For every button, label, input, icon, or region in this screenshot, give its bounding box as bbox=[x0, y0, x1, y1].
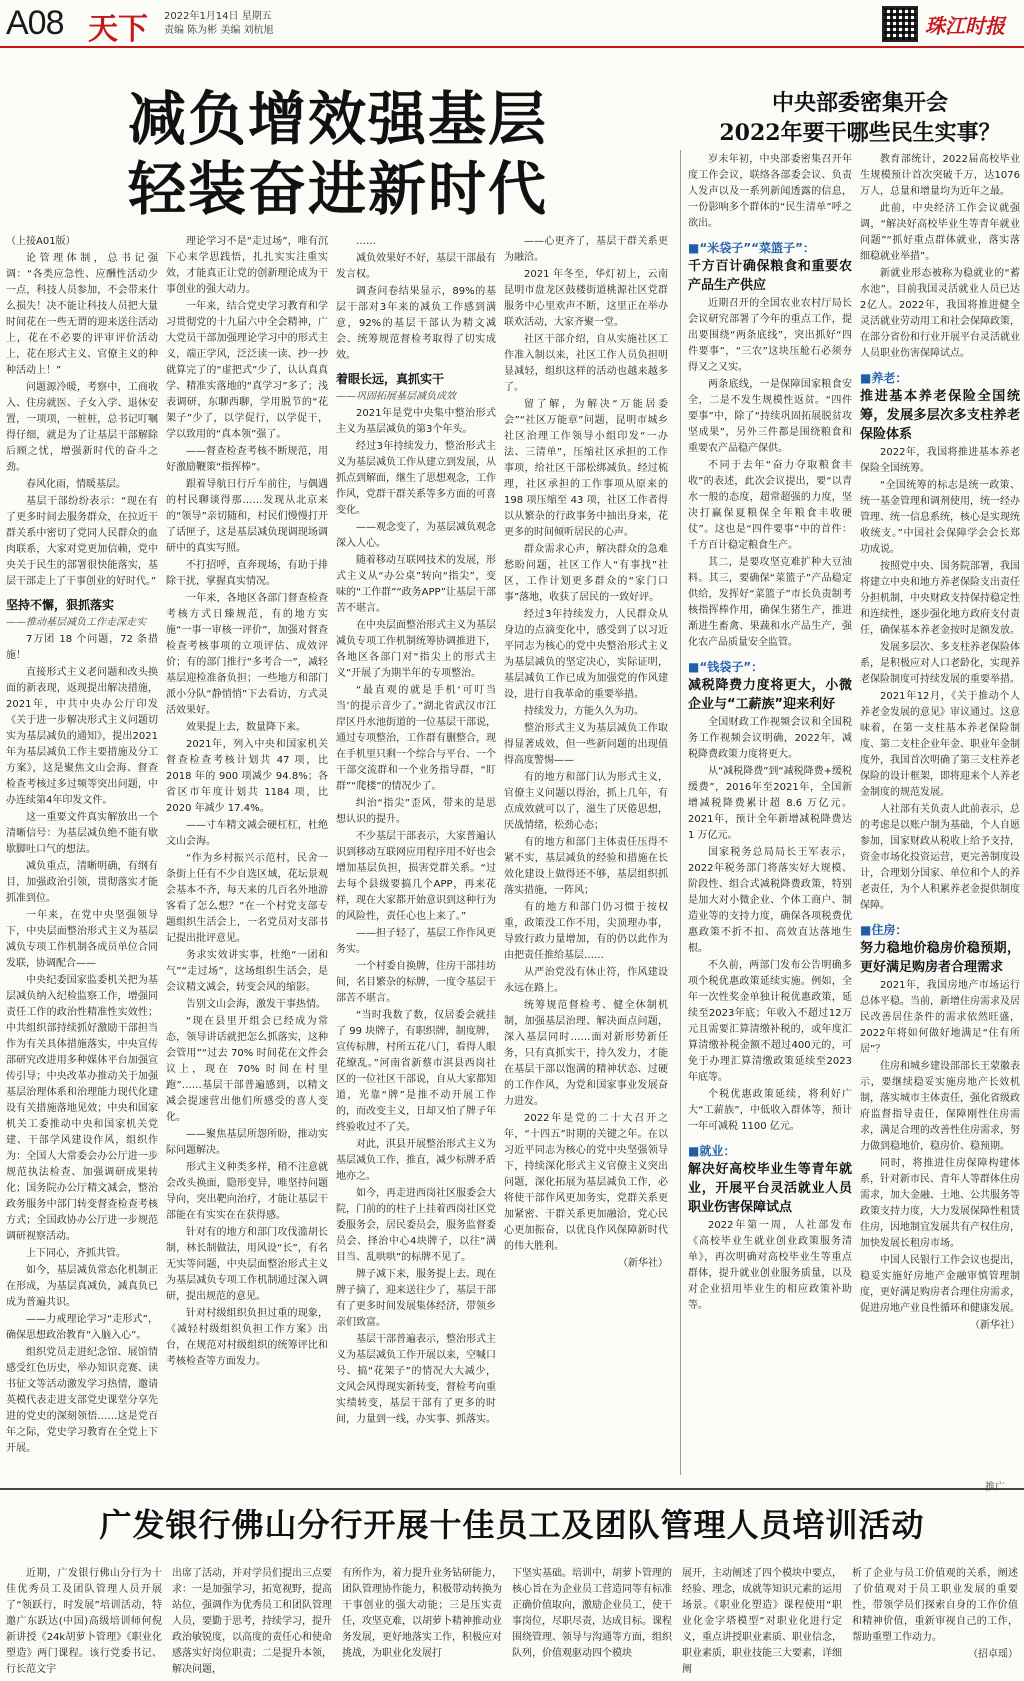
paragraph: 如今，基层减负常态化机制正在形成，为基层真减负，减真负已成为普遍共识。 bbox=[6, 1265, 158, 1308]
paragraph: 两条底线，一是保障国家粮食安全，二是不发生规模性返贫。“四件要事”中，除了“持续巩固拓展脱贫攻坚成果”，另外三件都是围绕粮食和重要农产品稳产保供。 bbox=[688, 379, 852, 454]
ad-column-1 bbox=[6, 1566, 162, 1678]
paragraph: 2021年，我国房地产市场运行总体平稳。当前，新增住房需求及居民改善居住条件的需求依然旺盛，2022年将如何做好地满足“住有所居”？ bbox=[860, 980, 1020, 1055]
masthead bbox=[0, 0, 1024, 48]
issue-meta bbox=[164, 10, 274, 38]
paragraph: 论管理体制，总书记强调：“各类应急性、应酬性活动少一点，科技人员参加，不会带来什么损失！决不能让科技人员把大量时间花在一些无谓的迎来送往活动上，花在不必要的评审评价活动上，花在形式主义、官僚主义的种种活动上！” bbox=[6, 253, 158, 376]
ad-column-2 bbox=[172, 1566, 332, 1678]
paragraph: 在中央层面整治形式主义为基层减负专项工作机制统筹协调推进下，各地区各部门对“指尖上的形式主义”开展了为期半年的专项整治。 bbox=[336, 620, 496, 679]
ad-column-6 bbox=[852, 1566, 1018, 1678]
paragraph: 随着移动互联网技术的发展，形式主义从“办公桌”转向“指尖”，变味的“工作群”“政务APP”让基层干部苦不堪言。 bbox=[336, 555, 496, 614]
paragraph: 有所作为，着力提升业务钻研能力，团队管理协作能力，积极带动转换为干事创业的强大动能；三是压实责任，攻坚克难，以胡萝卜精神推动业务发展，更好地落实工作，积极应对挑战，为职业化发展打 bbox=[342, 1568, 502, 1659]
paragraph: 牌子减下来，服务提上去。现在牌子摘了，迎来送往少了，基层干部有了更多时间发展集体经济，带领乡亲们致富。 bbox=[336, 1269, 496, 1328]
paragraph: 持续发力，方能久久为功。 bbox=[524, 706, 644, 717]
newspaper-logo: 珠江时报 bbox=[925, 14, 1005, 38]
paragraph: 全国财政工作视频会议和全国税务工作视频会议明确，2022年，减税降费政策力度将更大。 bbox=[688, 717, 852, 760]
paragraph: 近期召开的全国农业农村厅局长会议研究部署了今年的重点工作，提出要围绕“两条底线”，突出抓好“四件要事”，“三农”这块压舱石必须夯得又之又实。 bbox=[688, 298, 852, 373]
category-label: ■养老： bbox=[860, 371, 908, 385]
paragraph: 跟着导航日行斤车前往，与偶遇的村民聊谈得那……发现从北京来的“领导”亲切随和，村民们慢慢打开了话匣子，这是基层减负现调现场调研中的真实写照。 bbox=[166, 479, 328, 554]
paragraph: 2022年是党的二十大召开之年，“十四五”时期的关键之年。在以习近平同志为核心的党中央坚强领导下，持续深化形式主义官僚主义突出问题，深化拓展为基层减负工作，必将使干部作风更加务实，党群关系更加紧密、干群关系更加融洽，党心民心更加振奋，以优良作风保障新时代的伟大胜利。 bbox=[504, 1113, 668, 1252]
paragraph: 经过3年持续发力，人民群众从身边的点滴变化中，感受到了以习近平同志为核心的党中央整治形式主义为基层减负的坚定决心，实际证明，基层减负工作已成为加强党的作风建设，进行自我革命的重要举措。 bbox=[504, 609, 668, 700]
qr-code-icon bbox=[882, 6, 918, 42]
paragraph: 纠治“指尖”歪风，带来的是思想认识的提升。 bbox=[336, 798, 496, 825]
paragraph: 出席了活动，并对学员们提出三点要求：一是加强学习，拓宽视野，提高站位，强调作为优秀员工和团队管理人员，要勤于思考，持续学习，提升政治敏锐度，以高度的责任心和使命感落实好岗位职责；二是提升本领，解决问题， bbox=[172, 1568, 332, 1675]
article-column-3 bbox=[336, 234, 496, 1480]
paragraph: “作为乡村振兴示范村，民舍一条街上任有不少自选区域，花坛景观会基本不齐，每天来的几百名外地游客看了怎么想？”在一个村党支部专题组织生活会上，一名党员对支部书记提出批评意见。 bbox=[166, 853, 328, 944]
paragraph: 住房和城乡建设部部长王蒙徽表示，要继续稳妥实施房地产长效机制，落实城市主体责任，强化省级政府监督指导责任，保障刚性住房需求，满足合理的改善性住房需求，努力做到稳地价，稳房价、稳预期。 bbox=[860, 1061, 1020, 1152]
subheading-dash: ——推动基层减负工作走深走实 bbox=[6, 617, 146, 628]
paragraph: 其二，是要攻坚克难扩种大豆油料。其三，要确保“菜篮子”产品稳定供给，发挥好“菜篮子”市长负责制考核指挥棒作用，确保生猪生产，推进渐进生畜禽、果蔬和水产品生产，强化农产品质量安全监管。 bbox=[688, 557, 852, 648]
paragraph: 个税优惠政策延续，将利好广大“工薪族”，中低收入群体等，预计一年可减税 1100 亿元。 bbox=[688, 1089, 852, 1132]
category-label: ■就业： bbox=[688, 1144, 736, 1158]
paragraph: 2021年12月，《关于推动个人养老金发展的意见》审议通过。这意味着，在第一支柱基本养老保险制度、第二支柱企业年金、职业年金制度外，我国首次明确了第三支柱养老保险的设计框架，即将迎来个人养老金制度的规范发展。 bbox=[860, 691, 1020, 798]
ad-divider bbox=[0, 1488, 1024, 1490]
paragraph: 同时，将推进住房保障构建体系，针对新市民、青年人等群体住房需求，加大金融、土地、公共服务等政策支持力度，大力发展保障性租赁住房，因地制宜发展共有产权住房，加快发展长租房市场。 bbox=[860, 1158, 1020, 1249]
ad-column-5 bbox=[682, 1566, 842, 1678]
paragraph: 社区干部介绍，自从实施社区工作准入制以来，社区工作人员负担明显减轻，组织这样的活动也越来越多了。 bbox=[504, 334, 668, 393]
paragraph: “全国统筹的标志是统一政策、统一基金管理和调剂使用，统一经办管理、统一信息系统，核心是实现统收统支。”中国社会保障学会会长郑功成说。 bbox=[860, 480, 1020, 555]
paragraph: 此前，中央经济工作会议就强调，“解决好高校毕业生等青年就业问题”“抓好重点群体就业，落实落细稳就业举措”。 bbox=[860, 203, 1020, 262]
page-number: A08 bbox=[6, 4, 64, 42]
section-name: 天下 bbox=[88, 12, 148, 47]
paragraph: 2021年是党中央集中整治形式主义为基层减负的第3个年头。 bbox=[336, 408, 496, 435]
side-column-2 bbox=[860, 152, 1020, 1480]
paragraph: 上下同心，齐抓共管。 bbox=[26, 1248, 126, 1259]
paragraph: 直接形式主义老问题和改头换面的新表现，返现提出解决措施，2021年，中共中央办公厅印发《关于进一步解决形式主义问题切实为基层减负的通知》，提出2021年为基层减负工作主要措施及分工方案》，这是聚焦文山会海、督查检查考核过多过频等突出问题，中办连续第4年印发文件。 bbox=[6, 667, 158, 806]
category-title: 推进基本养老保险全国统筹，发展多层次多支柱养老保险体系 bbox=[860, 389, 1020, 442]
category-label: ■住房： bbox=[860, 923, 908, 937]
paragraph: 按照党中央、国务院部署，我国将建立中央和地方养老保险支出责任分担机制，中央财政支持保持稳定性和连续性，逐步强化地方政府支付责任，确保基本养老金按时足额发放。 bbox=[860, 561, 1020, 636]
side-headline-line-1: 中央部委密集开会 bbox=[771, 90, 948, 116]
paragraph: “当时我数了数，仅居委会就挂了 99 块牌子，有职织牌，制度牌，宣传标牌，村所五花八门，看得人眼花缭乱。”河南省新蔡市淇县西岗社区的一位社区干部说，自从大家都知道，光靠“牌”是推不动开展工作的，而改变主义，日却又怕了牌子年终验收过不了关。 bbox=[336, 1010, 496, 1133]
article-credit: （新华社） bbox=[618, 1258, 668, 1269]
paragraph: 展开，主动阐述了四个模块中要点，经验、理念，成就等知识元素的运用场景。《职业化塑造》课程使用“职业化金字塔模型”对职业化进行定义，重点讲授职业素质、职业信念，职业素质，职业技能三大要素，详细阐 bbox=[682, 1568, 842, 1675]
paragraph: 2022年，我国将推进基本养老保险全国统筹。 bbox=[860, 447, 1020, 474]
paragraph: ——力戒理论学习“走形式”，确保思想政治教育“入脑入心”。 bbox=[6, 1314, 158, 1341]
paragraph: 对此，淇县开展整治形式主义为基层减负工作，推直，减少标牌矛盾地亦之。 bbox=[336, 1139, 496, 1182]
ad-headline: 广发银行佛山分行开展十佳员工及团队管理人员培训活动 bbox=[99, 1506, 925, 1544]
paragraph: ——寸车精文减会硬杠杠，杜绝文山会海。 bbox=[166, 820, 328, 847]
paragraph: ——担子轻了，基层工作作风更务实。 bbox=[336, 928, 496, 955]
paragraph: ——督查检查考核不断规范，用好激励鞭策“指挥棒”。 bbox=[166, 446, 328, 473]
paragraph: 不打招呼，直奔现场，有助于排除干扰，掌握真实情况。 bbox=[166, 560, 328, 587]
paragraph: 岁末年初，中央部委密集召开年度工作会议，联络各部委会议、负责人发声以及一系列新闻透露的信息，一份影响多个群体的“民生清单”呼之欲出。 bbox=[688, 154, 852, 229]
paragraph: 不同于去年“奋力夺取粮食丰收”的表述，此次会议提出，要“以青水一般的态度，超常超强的力度，坚决打赢保夏粮保全年粮食丰收硬仗”。这也是“四件要事”中的首件：千方百计稳定粮食生产。 bbox=[688, 460, 852, 551]
paragraph: 春风化雨，情暖基层。 bbox=[26, 479, 126, 490]
paragraph: 中国人民银行工作会议也提出，稳妥实施好房地产金融审慎管理制度，更好满足购房者合理住房需求，促进房地产业良性循环和健康发展。 bbox=[860, 1255, 1020, 1314]
category-title: 减税降费力度将更大，小微企业与“工薪族”迎来利好 bbox=[688, 678, 852, 712]
ad-column-4 bbox=[512, 1566, 672, 1678]
paragraph: 析了企业与员工价值观的关系，阐述了价值观对于员工职业发展的重要性，带领学员们探索自身的工作价值和精神价值，重新审视自己的工作，帮助重塑工作动力。 bbox=[852, 1568, 1018, 1643]
paragraph: 新就业形态被称为稳就业的“蓄水池”，目前我国灵活就业人员已达2亿人。2022年，我国将推进健全灵活就业劳动用工和社会保障政策，在部分省份和行业开展平台灵活就业人员职业伤害保障试点。 bbox=[860, 268, 1020, 359]
ad-tag bbox=[985, 1478, 1005, 1493]
paragraph: 2022年第一周，人社部发布《高校毕业生就业创业政策服务清单》，再次明确对高校毕业生等重点群体，提升就业创业服务质量，以及对企业招用毕业生的相应政策补助等。 bbox=[688, 1220, 852, 1311]
paragraph: 整治形式主义为基层减负工作取得显著成效，但一些新问题的出现值得高度警惕—— bbox=[504, 723, 668, 766]
paragraph: 组织党员走进纪念馆、展馆情感受红色历史，举办知识竞赛、读书征文等活动激发学习热情，邀请英模代表走进支部党史课堂分享先进的党史的深刻领悟……这是党百年之际，党史学习教育在全党上下开展。 bbox=[6, 1347, 158, 1454]
paragraph: 问题源冷暖，考察中，工商收入、住房就医、子女入学、退休安置，一项项，一桩桩，总书记叮嘱得仔细，就是为了让基层干部解除后顾之忧，增强新时代的奋斗之劲。 bbox=[6, 382, 158, 473]
paragraph: 针对有的地方和部门攻伐滥胡长制，林长制做法，用风设“长”，有名无实等问题，中央层面整治形式主义为基层减负专项工作机制通过深入调研，提出规范的意见。 bbox=[166, 1227, 328, 1302]
paragraph: 2021年，列入中央和国家机关督查检查考核计划共 47 项，比 2018 年的 900 项减少 94.8%；各省区市年度计划共 1184 项，比 2020 年减少 17.4%。 bbox=[166, 739, 328, 814]
paragraph: 留了解，为解决“万能居委会”“社区万能章”问题，昆明市城乡社区治理工作领导小组印发“一办法、三清单”，压缩社区承担的工作事项，给社区干部松绑减负。经过梳理，社区承担的工作事项从原来的 198 项压缩至 43 项，社区工作者得以从繁杂的行政事务中抽出身来，花更多的时间倾听居民的心声。 bbox=[504, 399, 668, 538]
category-title: 解决好高校毕业生等青年就业，开展平台灵活就业人员职业伤害保障试点 bbox=[688, 1162, 852, 1215]
continued-note: （上接A01版） bbox=[6, 236, 76, 247]
paragraph: 调查问卷结果显示，89%的基层干部对3年来的减负工作感到满意，92%的基层干部认为精文减会、统筹规范督检考取得了切实成效。 bbox=[336, 286, 496, 361]
side-credit: （新华社） bbox=[970, 1320, 1020, 1331]
paragraph: 效果提上去，数量降下来。 bbox=[186, 722, 306, 733]
side-headline bbox=[700, 88, 1020, 148]
paragraph: 下坚实基础。培训中，胡萝卜管理的核心旨在为企业员工营造同等有标准正确价值取向，激励企业员工，使干事岗位，尽职尽责，达成目标。课程围绕管理、领导与沟通等方面，组织队列，价值观驱动四个模块 bbox=[512, 1568, 672, 1659]
category-title: 千方百计确保粮食和重要农产品生产供应 bbox=[688, 259, 852, 293]
main-headline-line-2: 轻装奋进新时代 bbox=[128, 155, 549, 223]
paragraph: 教育部统计，2022届高校毕业生规模预计首次突破千万，达1076万人，总量和增量均为近年之最。 bbox=[860, 154, 1020, 197]
side-headline-line-2: 2022年要干哪些民生实事？ bbox=[719, 120, 1001, 146]
paragraph: 国家税务总局局长王军表示，2022年税务部门将落实好大规模、阶段性、组合式减税降费政策，特别是加大对小微企业、个体工商户、制造业等的支持力度，确保各项税费优惠政策不折不扣、高效直达落地生根。 bbox=[688, 847, 852, 954]
paragraph: 基层干部普遍表示，整治形式主义为基层减负工作开展以来，空喊口号、搞“花架子”的情况大大减少，文风会风得现实新转变，督检考向重实绩转变，基层干部有了更多的时间，力量到一线，办实事、抓落实。 bbox=[336, 1334, 496, 1425]
paragraph: ——心更齐了，基层干群关系更为融洽。 bbox=[504, 236, 668, 263]
article-column-1 bbox=[6, 234, 158, 1480]
paragraph: 7万团 18 个问题，72 条措施！ bbox=[6, 634, 158, 661]
paragraph: 有的地方和部门仍习惯于按权重，政策没工作不用，尖顶理办事，导致行政力量增加，有的仍以此作为由把责任推给基层…… bbox=[504, 902, 668, 961]
paragraph: 有的地方和部门主体责任压得不紧不实，基层减负的经验和措施在长效化建设上做得还不够，基层组织抓落实措施，一阵风； bbox=[504, 837, 668, 896]
subheading: 坚持不懈，狠抓落实 bbox=[6, 598, 115, 612]
main-headline-line-1: 减负增效强基层 bbox=[128, 85, 549, 153]
subheading-dash: ——巩固拓展基层减负成效 bbox=[336, 391, 456, 402]
main-headline bbox=[128, 84, 548, 224]
ad-column-3 bbox=[342, 1566, 502, 1678]
paragraph: 针对村级组织负担过重的现象，《减轻村级组织负担工作方案》出台，在规范对村级组织的统筹评比和考核检查等方面发力。 bbox=[166, 1308, 328, 1367]
subheading: 着眼长远，真抓实干 bbox=[336, 372, 445, 386]
category-label: ■“钱袋子”： bbox=[688, 660, 764, 674]
paragraph: 减负效果好不好，基层干部最有发言权。 bbox=[336, 253, 496, 280]
paragraph: ——观念变了，为基层减负观念深入人心。 bbox=[336, 522, 496, 549]
paragraph: 形式主义种类多样，稍不注意就会改头换面，隐形变异，唯坚持问题导向，突出靶向治疗，才能让基层干部能在有实实在在获得感。 bbox=[166, 1162, 328, 1221]
paragraph: 理论学习不是“走过场”，唯有沉下心来学思践悟，扎扎实实注重实效，才能真正让党的创新理论成为干事创业的强大动力。 bbox=[166, 236, 328, 295]
category-title: 努力稳地价稳房价稳预期，更好满足购房者合理需求 bbox=[860, 941, 1020, 975]
paragraph: 中央纪委国家监委机关把为基层减负纳入纪检监察工作，增强同责任工作的政治性精准性实效性；中共组织部持续抓好激励干部担当作为有关具体措施落实，中央宣传部研究改进用多种媒体平台加强宣传引导；中央改革办推动关于加强基层治理体系和治理能力现代化建设有关措施落地见效；中央和国家机关工委推动中央和国家机关党建、干部学风建设作风，组织作为：全国人大常委会办公厅进一步规范执法检查、加强调研成果转化；国务院办公厅精文减会，整治政务服务中部门转变督查检查考核方式；全国政协办公厅进一步规范调研视察活动。 bbox=[6, 975, 158, 1242]
paragraph: 一年来，结合党史学习教育和学习贯彻党的十九届六中全会精神，广大党员干部加强理论学习中的形式主义，端正学风，泛泛读一读、抄一抄就算完了的“虚把式”少了，认认真真学、精准实落地的“真学习”多了；浅表调研，东聊西聊，学用脱节的“花架子”少了，以学促行，以学促干，学以致用的“真本领”强了。 bbox=[166, 301, 328, 440]
issue-date: 2022年1月14日 星期五 bbox=[164, 11, 272, 22]
paragraph: …… bbox=[356, 236, 376, 247]
paragraph: 从严治党没有休止符，作风建设永远在路上。 bbox=[504, 967, 668, 994]
paragraph: 人社部有关负责人此前表示，总的考虑是以账户制为基础，个人自愿参加，国家财政从税收上给予支持，资金市场化投资运营，更完善制度设计，合理划分国家、单位和个人的养老责任，为个人积累养老金提供制度保障。 bbox=[860, 804, 1020, 911]
side-column-1 bbox=[688, 152, 852, 1480]
paragraph: 这一重要文件真实解放出一个清晰信号：为基层减负绝不能有歇歇脚吐口气的想法。 bbox=[6, 812, 158, 855]
paragraph: 统筹规范督检考、健全休制机制，加强基层治理、解决面点问题，深入基层同时……面对新形势新任务，只有真抓实干，持久发力，才能在基层干部以饱满的精神状态、过硬的工作作风，为党和国家事业发展奋力进发。 bbox=[504, 1000, 668, 1107]
column-divider bbox=[680, 150, 681, 1475]
paragraph: 有的地方和部门认为形式主义，官僚主义问题以得治，抓上几年，有点成效就可以了，滋生了厌倦思想，厌战情绪，松劲心态； bbox=[504, 772, 668, 831]
ad-credit: （招卓瑶） bbox=[968, 1649, 1018, 1660]
paragraph: 群众需求心声，解决群众的急难愁盼问题，社区工作人“有事找”社区，工作计划更多群众的“家门口事”落地，收获了居民的一致好评。 bbox=[504, 544, 668, 603]
paragraph: 如今，再走进西岗社区服委会大院，门前的的柱子上挂着西岗社区党委服务会，居民委员会，服务监督委员会、择治中心4块牌子，以往“满目当、乱哄哄”的标牌不见了。 bbox=[336, 1188, 496, 1263]
paragraph: 一年来，在党中央坚强领导下，中央层面整治形式主义为基层减负专项工作机制各成员单位合同发联，协调配合—— bbox=[6, 910, 158, 969]
paragraph: 基层干部纷纷表示：“现在有了更多时间去服务群众，在拉近干群关系中密切了党同人民群众的血肉联系，大家对党更加信赖，党中央关于民生的部署很快能落实，基层干部走上了干事创业的好时代。” bbox=[6, 496, 158, 587]
paragraph: 告别文山会海，激发干事热情。 bbox=[186, 999, 326, 1010]
paragraph: 一个村委自换牌，住房干部挂坊间，名目繁杂的标牌，一度令基层干部苦不堪言。 bbox=[336, 961, 496, 1004]
article-column-4 bbox=[504, 234, 668, 1480]
paragraph: 经过3年持续发力，整治形式主义为基层减负工作从建立到发展，从抓点到解面，继生了思想观念，工作作风，党群干群关系等多方面的可喜变化。 bbox=[336, 441, 496, 516]
paragraph: 减负重点，清晰明确，有纲有目，加强政治引领，贯彻落实才能抓准到位。 bbox=[6, 861, 158, 904]
paragraph: 发展多层次、多支柱养老保险体系，是积极应对人口老龄化，实现养老保险制度可持续发展的重要举措。 bbox=[860, 642, 1020, 685]
category-label: ■“米袋子”“菜篮子”： bbox=[688, 241, 815, 255]
paragraph: 不少基层干部表示，大家普遍认识到移动互联网应用程序用不好也会增加基层负担，损害党群关系。“过去每个县级要搞几个APP，再来花样，现在大家都开始意识到这种行为的风险性，责任心也上来了。” bbox=[336, 831, 496, 922]
paragraph: 从“减税降费”到“减税降费+缓税缓费”，2016年至2021年，全国新增减税降费累计超 8.6 万亿元。2021年，预计全年新增减税降费达 1 万亿元。 bbox=[688, 766, 852, 841]
issue-editors: 责编 陈为彬 美编 刘杭旭 bbox=[164, 25, 274, 36]
paragraph: 务求实效讲实事，杜绝“一团和气”“走过场”，这场组织生活会，是会议精文减会，转变会风的缩影。 bbox=[166, 950, 328, 993]
article-column-2 bbox=[166, 234, 328, 1480]
paragraph: 一年来，各地区各部门督查检查考核方式日臻规范，有的地方实施“一事一审核一评价”，加强对督查检查考核事项的立项评估、成效评价；有的部门推行“多考合一”，减轻基层迎检准备负担；一些地方和部门派小分队“静悄悄”下去看访，方式灵活效果好。 bbox=[166, 593, 328, 716]
paragraph: 2021 年冬至，华灯初上，云南昆明市盘龙区鼓楼街道桃源社区党群服务中心里欢声不断，这里正在举办联欢活动，大家齐聚一堂。 bbox=[504, 269, 668, 328]
paragraph: 近期，广发银行佛山分行为十佳优秀员工及团队管理人员开展了“领跃行，时发展”培训活动，特邀广东跃达(中国)高级培训师何倪新讲授《24k胡萝卜管理》《职业化塑造》两门课程。该行党委书记、行长范文宇 bbox=[6, 1568, 162, 1675]
paragraph: “现在县里开组会已经成为常态，领导讲话就把怎么抓落实，这种会管用”“过去 70% 时间花在文件会议上，现在 70% 时间在村里跑”……基层干部普遍感到，以精文减会提速营出他们所感受的喜人变化。 bbox=[166, 1016, 328, 1123]
paragraph: ——聚焦基层所怨所盼，推动实际问题解决。 bbox=[166, 1129, 328, 1156]
paragraph: “最直观的就是手机‘可叮当当’的提示音少了。”湖北省武汉市江岸区丹水池街道的一位基层干部说，通过专项整治，工作群有删整合，现在手机里只剩一个综合与平台、一个干部交流群和一个业务指导群，“盯群”“爬楼”的情况少了。 bbox=[336, 685, 496, 792]
paragraph: 不久前，两部门发布公告明确多项个税优惠政策延续实施。例如，全年一次性奖金单独计税优惠政策，延续至2023年底；年收入不超过12万元且需要汇算清缴补税的，或年度汇算清缴补税金额不超过400元的，可免于办理汇算清缴政策延续至2023年底等。 bbox=[688, 960, 852, 1083]
